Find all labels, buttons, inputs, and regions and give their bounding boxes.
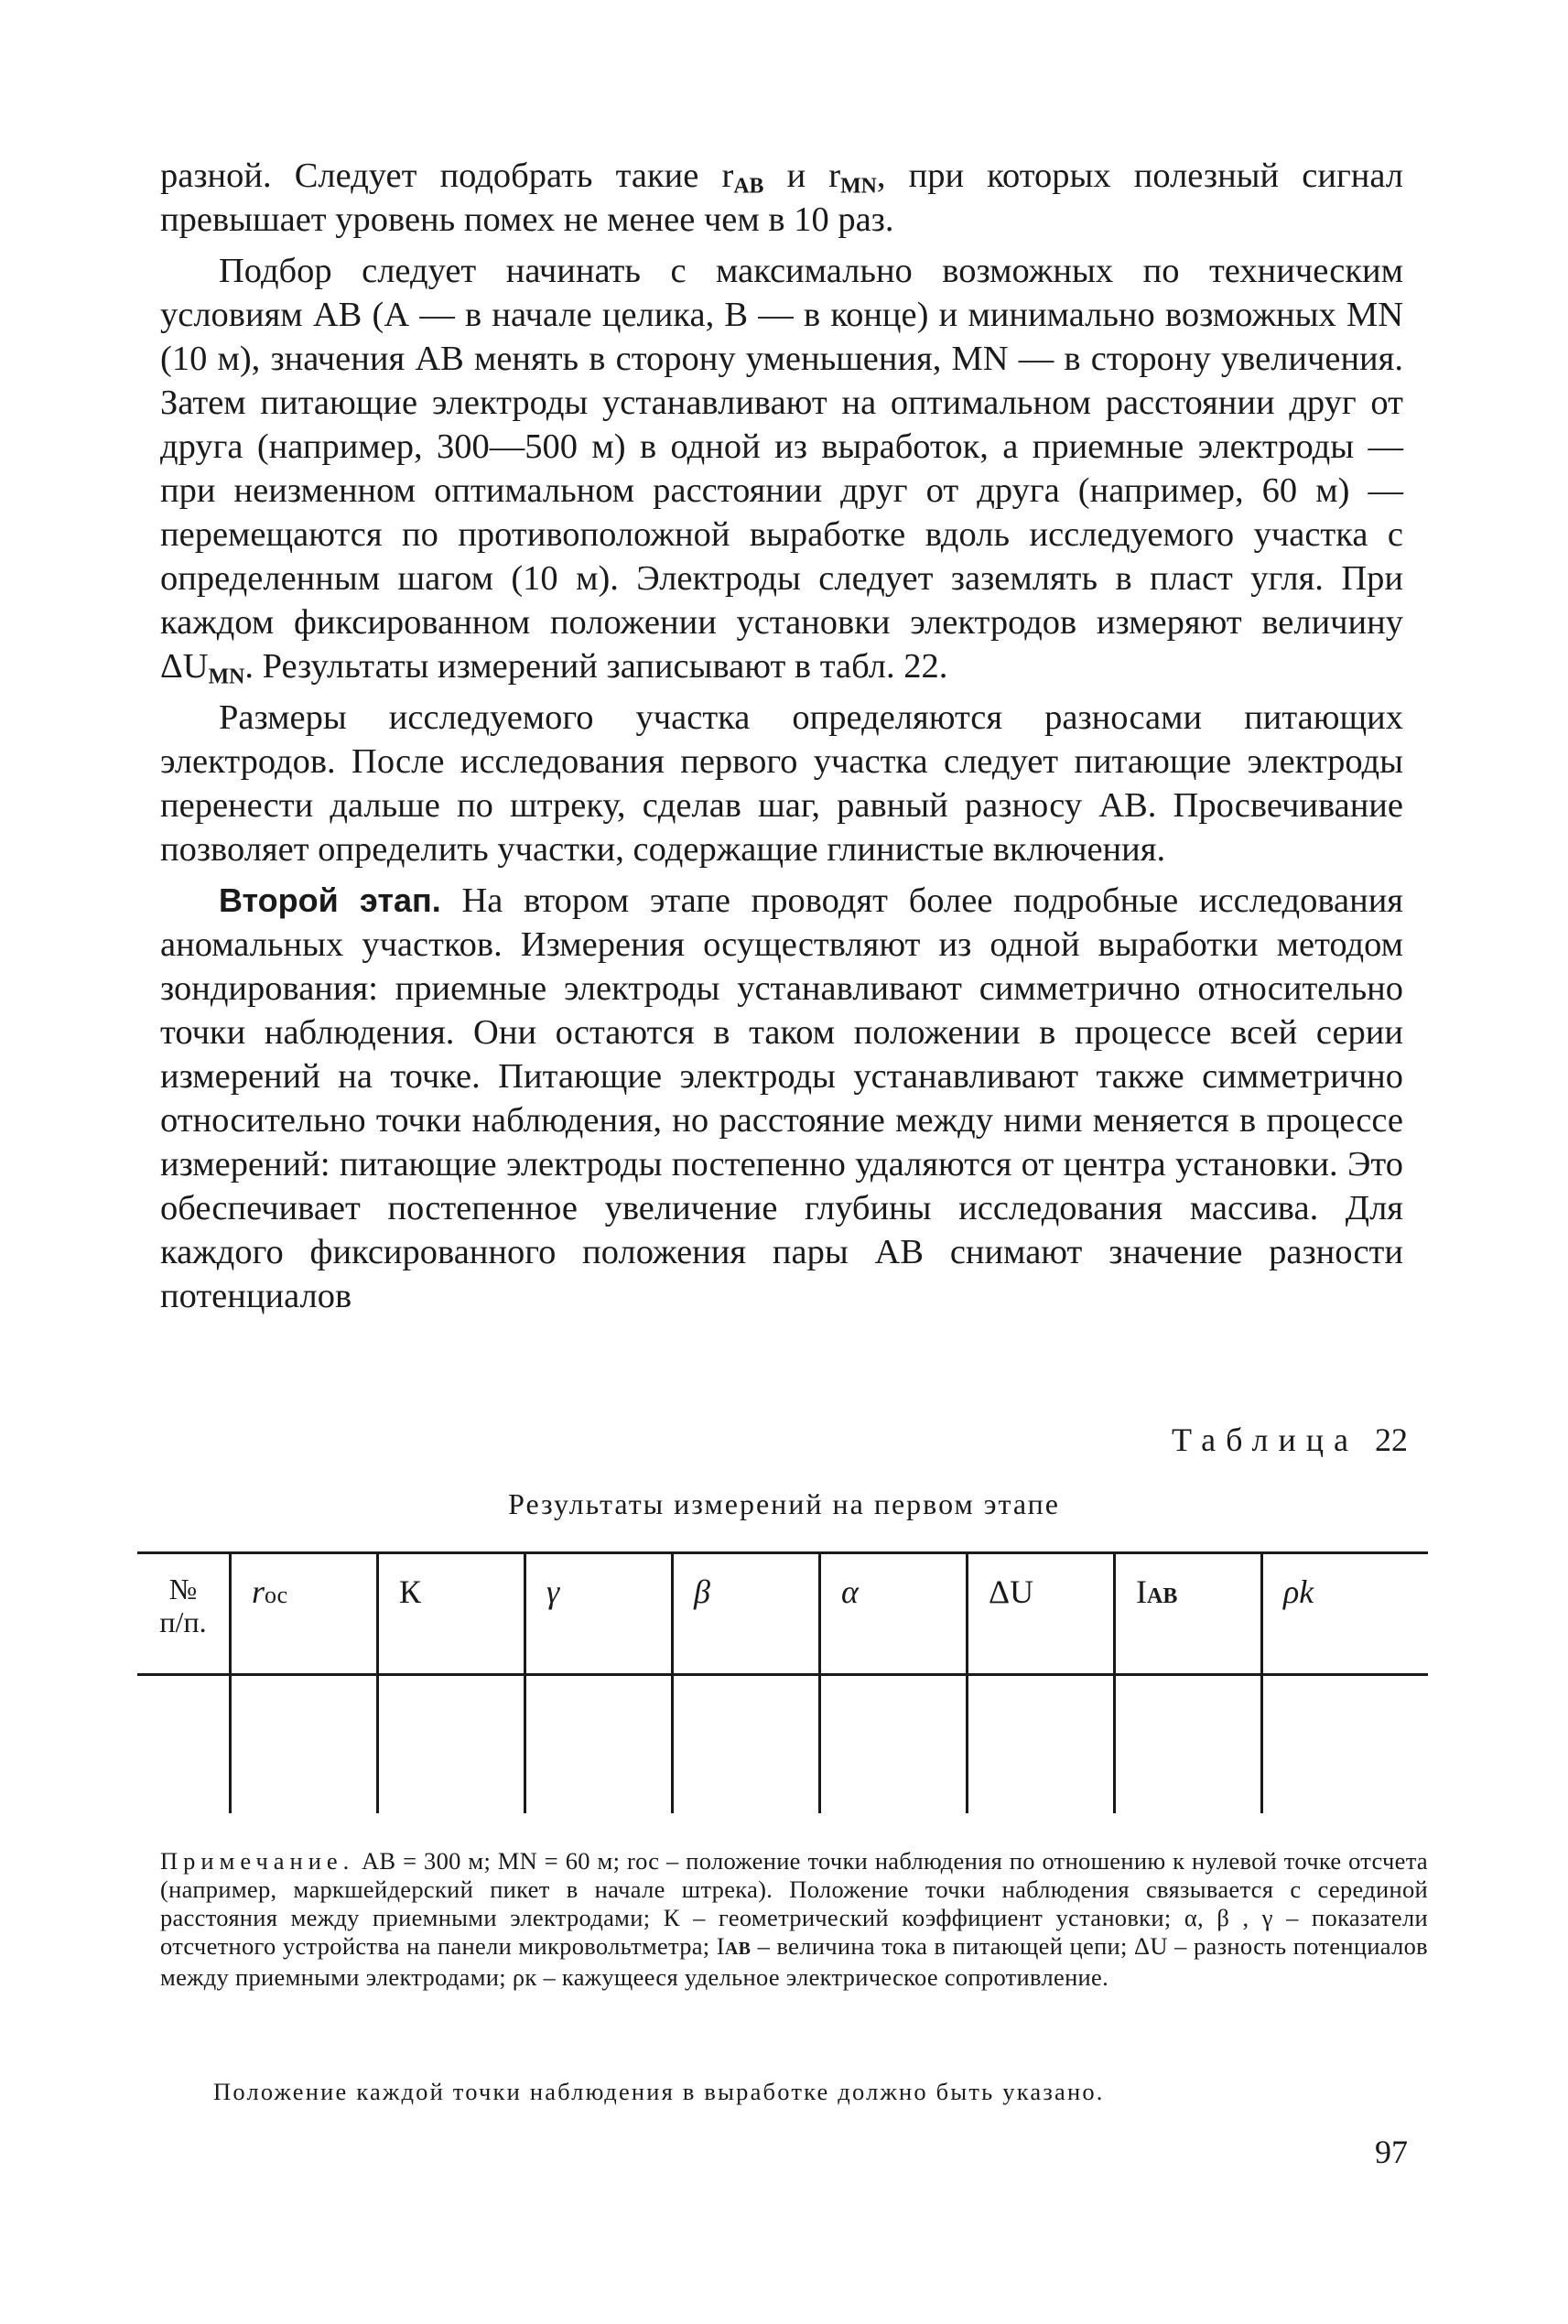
- header-number: [137, 1553, 231, 1675]
- header-r-os: [231, 1553, 378, 1675]
- header-number-abbr: п/п.: [159, 1605, 207, 1638]
- table-note-last: Положение каждой точки наблюдения в выработке должно быть указано.: [213, 2078, 1105, 2105]
- table-note: [160, 1847, 1428, 1992]
- table-cell: [231, 1675, 378, 1814]
- table-row: [137, 1675, 1428, 1814]
- body-text: [160, 154, 1403, 1318]
- header-number-symbol: №: [168, 1573, 198, 1605]
- header-alpha: [820, 1553, 968, 1675]
- subscript-mn-2: MN: [208, 665, 245, 689]
- results-table: [137, 1551, 1428, 1813]
- page-number: 97: [1375, 2134, 1408, 2170]
- paragraph-4: [160, 879, 1403, 1318]
- header-beta: [673, 1553, 820, 1675]
- note-text: АВ = 300 м; MN = 60 м; rос – положение точки наблюдения по отношению к нулевой точке отсчета (например, маркшейдерский пикет в начале штрека). Положение точки наблюдения связывается с серединой расстояния между приемными электродами; К – геометрический коэффициент установки; α, β , γ – показатели отсчетного устройства на панели микровольтметра; I: [160, 1847, 1428, 1960]
- note-label: Примечание.: [160, 1847, 355, 1875]
- table-cell: [673, 1675, 820, 1814]
- header-k: К: [378, 1553, 525, 1675]
- header-alpha-symbol: α: [841, 1573, 859, 1610]
- paragraph-2-end: . Результаты измерений записывают в табл. 22.: [244, 647, 948, 686]
- note-text-end: – величина тока в питающей цепи; ΔU – разность потенциалов между приемными электродами; ρк – кажущееся удельное электрическое сопротивление.: [160, 1932, 1428, 1991]
- header-gamma-symbol: γ: [546, 1573, 560, 1610]
- table-label-word: Таблица: [1172, 1421, 1358, 1458]
- paragraph-2-text: Подбор следует начинать с максимально возможных по техническим условиям АВ (А — в начале целика, В — в конце) и минимально возможных MN (10 м), значения АВ менять в сторону уменьшения, MN — в сторону увеличения. Затем питающие электроды устанавливают на оптимальном расстоянии друг от друга (например, 300—500 м) в одной из выработок, а приемные электроды — при неизменном оптимальном расстоянии друг от друга (например, 60 м) — перемещаются по противоположной выработке вдоль исследуемого участка с определенным шагом (10 м). Электроды следует заземлять в пласт угля. При каждом фиксированном положении установки электродов измеряют величину ΔU: [160, 252, 1403, 686]
- header-rho-symbol: ρk: [1283, 1573, 1314, 1610]
- table-header-row: [137, 1553, 1428, 1675]
- table-cell: [378, 1675, 525, 1814]
- header-i-subscript: AB: [1147, 1584, 1178, 1608]
- header-r-symbol: r: [252, 1573, 265, 1610]
- table-cell: [1262, 1675, 1429, 1814]
- header-beta-symbol: β: [694, 1573, 710, 1610]
- header-i-ab: [1115, 1553, 1262, 1675]
- note-subscript: AB: [724, 1939, 752, 1959]
- table-cell: [968, 1675, 1115, 1814]
- header-gamma: [525, 1553, 673, 1675]
- table-cell: [525, 1675, 673, 1814]
- paragraph-1-end: , при которых полезный сигнал превышает уровень помех не менее чем в 10 раз.: [160, 157, 1403, 239]
- section-heading: Второй этап.: [219, 881, 441, 919]
- table-number: 22: [1375, 1421, 1408, 1458]
- paragraph-1-text: разной. Следует подобрать такие r: [160, 157, 734, 195]
- header-delta-u: ΔU: [968, 1553, 1115, 1675]
- header-r-subscript: ос: [265, 1582, 288, 1608]
- header-rho-k: [1262, 1553, 1429, 1675]
- paragraph-1: [160, 154, 1403, 242]
- paragraph-2: [160, 249, 1403, 688]
- paragraph-4-text: На втором этапе проводят более подробные исследования аномальных участков. Измерения осуществляют из одной выработки методом зондирования: приемные электроды устанавливают симметрично относительно точки наблюдения. Они остаются в таком положении в процессе всей серии измерений на точке. Питающие электроды устанавливают также симметрично относительно точки наблюдения, но расстояние между ними меняется в процессе измерений: питающие электроды постепенно удаляются от центра установки. Это обеспечивает постепенное увеличение глубины исследования массива. Для каждого фиксированного положения пары АВ снимают значение разности потенциалов: [160, 881, 1404, 1315]
- table-label: [1172, 1421, 1408, 1459]
- subscript-mn: MN: [840, 174, 877, 199]
- subscript-ab: AB: [733, 174, 764, 199]
- paragraph-3: Размеры исследуемого участка определяются разносами питающих электродов. После исследования первого участка следует питающие электроды перенести дальше по штреку, сделав шаг, равный разносу АВ. Просвечивание позволяет определить участки, содержащие глинистые включения.: [160, 698, 1403, 869]
- paragraph-1-mid: и r: [763, 157, 841, 195]
- table-cell: [820, 1675, 968, 1814]
- table-caption: Результаты измерений на первом этапе: [508, 1487, 1060, 1520]
- header-i-symbol: I: [1136, 1573, 1147, 1610]
- table-cell: [137, 1675, 231, 1814]
- table-cell: [1115, 1675, 1262, 1814]
